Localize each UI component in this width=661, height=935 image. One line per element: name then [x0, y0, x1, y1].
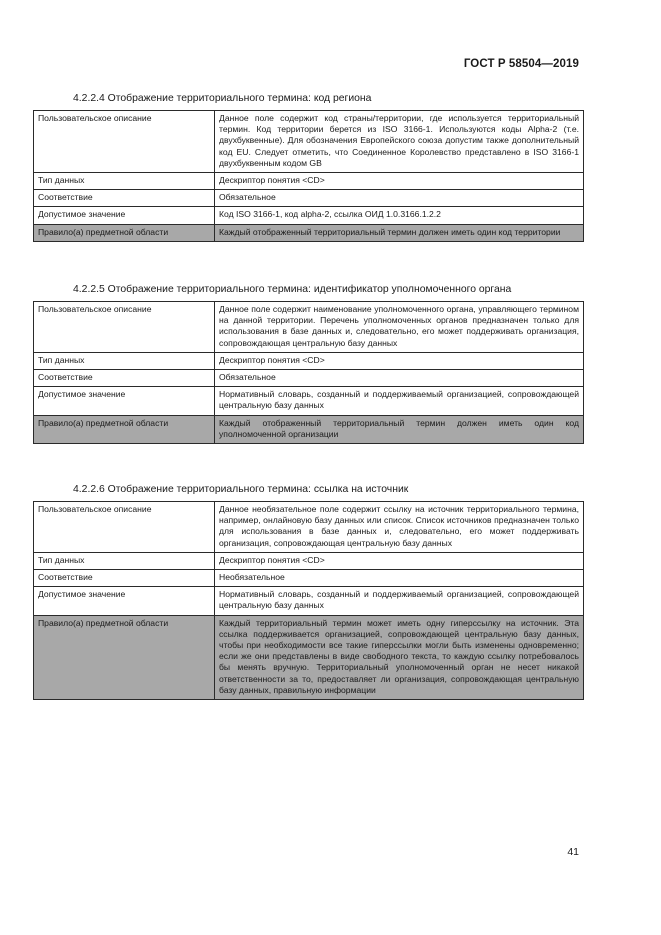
row-value: Дескриптор понятия <CD>	[215, 173, 584, 190]
row-key: Допустимое значение	[34, 587, 215, 615]
section-title-4-2-2-5: 4.2.2.5 Отображение территориального термина: идентификатор уполномоченного органа	[73, 284, 512, 295]
row-value: Данное необязательное поле содержит ссылку на источник территориального термина, например, онлайновую базу данных или список. Список источников предназначен только для использования в базе данных и, следовательно, его может поддерживать организация, сопровождающая центральную базу данных	[215, 502, 584, 553]
row-key: Допустимое значение	[34, 387, 215, 415]
table-row	[34, 111, 584, 173]
row-key: Пользовательское описание	[34, 502, 215, 553]
table-row-domain-rule	[34, 415, 584, 443]
document-code: ГОСТ Р 58504—2019	[463, 58, 579, 70]
section-title-4-2-2-4: 4.2.2.4 Отображение территориального термина: код региона	[73, 93, 372, 104]
table-row-domain-rule	[34, 615, 584, 699]
table-row	[34, 370, 584, 387]
table-row	[34, 502, 584, 553]
row-value: Каждый территориальный термин может иметь одну гиперссылку на источник. Эта ссылка поддерживается организацией, сопровождающей центральную базу данных, чтобы при необходимости все такие гиперссылки могли быть изменены одновременно; если же они представлены в виде свободного текста, то каждую ссылку потребовалось бы менять вручную. Территориальный уполномоченный орган не несет никакой ответственности за то, предоставляет ли организация, сопровождающая центральную базу данных, правильную информации	[215, 615, 584, 699]
row-value: Нормативный словарь, созданный и поддерживаемый организацией, сопровождающей центральную базу данных	[215, 387, 584, 415]
table-row	[34, 387, 584, 415]
table-row	[34, 302, 584, 353]
row-value: Каждый отображенный территориальный термин должен иметь один код уполномоченной организации	[215, 415, 584, 443]
row-key: Соответствие	[34, 370, 215, 387]
table-row-domain-rule	[34, 224, 584, 241]
attribute-table-source-link	[33, 501, 584, 700]
row-value: Данное поле содержит код страны/территории, где используется территориальный термин. Код территории берется из ISO 3166-1. Используются коды Alpha-2 (т.е. двухбуквенные). Для обозначения Европейского союза допустим также дополнительный код EU. Следует отметить, что Соединенное Королевство представлено в ISO 3166-1 двухбуквенным кодом GB	[215, 111, 584, 173]
row-key: Тип данных	[34, 173, 215, 190]
row-value: Дескриптор понятия <CD>	[215, 352, 584, 369]
table-row	[34, 207, 584, 224]
row-value: Данное поле содержит наименование уполномоченного органа, управляющего термином на данной территории. Перечень уполномоченных органов предназначен только для использования в базе данных и, следовательно, его может поддерживать организация, сопровождающая центральную базу данных	[215, 302, 584, 353]
row-value: Необязательное	[215, 570, 584, 587]
page-number: 41	[567, 846, 579, 858]
table-row	[34, 587, 584, 615]
row-key: Допустимое значение	[34, 207, 215, 224]
row-key: Правило(а) предметной области	[34, 615, 215, 699]
row-key: Тип данных	[34, 552, 215, 569]
row-value: Каждый отображенный территориальный термин должен иметь один код территории	[215, 224, 584, 241]
row-value: Дескриптор понятия <CD>	[215, 552, 584, 569]
table-row	[34, 352, 584, 369]
row-key: Пользовательское описание	[34, 302, 215, 353]
table-row	[34, 173, 584, 190]
row-key: Тип данных	[34, 352, 215, 369]
row-key: Соответствие	[34, 190, 215, 207]
row-key: Правило(а) предметной области	[34, 415, 215, 443]
table-row	[34, 552, 584, 569]
table-row	[34, 190, 584, 207]
row-key: Правило(а) предметной области	[34, 224, 215, 241]
section-title-4-2-2-6: 4.2.2.6 Отображение территориального термина: ссылка на источник	[73, 484, 409, 495]
row-value: Код ISO 3166-1, код alpha-2, ссылка ОИД 1.0.3166.1.2.2	[215, 207, 584, 224]
attribute-table-region-code	[33, 110, 584, 242]
table-row	[34, 570, 584, 587]
row-key: Пользовательское описание	[34, 111, 215, 173]
attribute-table-authority-id	[33, 301, 584, 444]
row-value: Нормативный словарь, созданный и поддерживаемый организацией, сопровождающей центральную базу данных	[215, 587, 584, 615]
row-key: Соответствие	[34, 570, 215, 587]
row-value: Обязательное	[215, 190, 584, 207]
row-value: Обязательное	[215, 370, 584, 387]
